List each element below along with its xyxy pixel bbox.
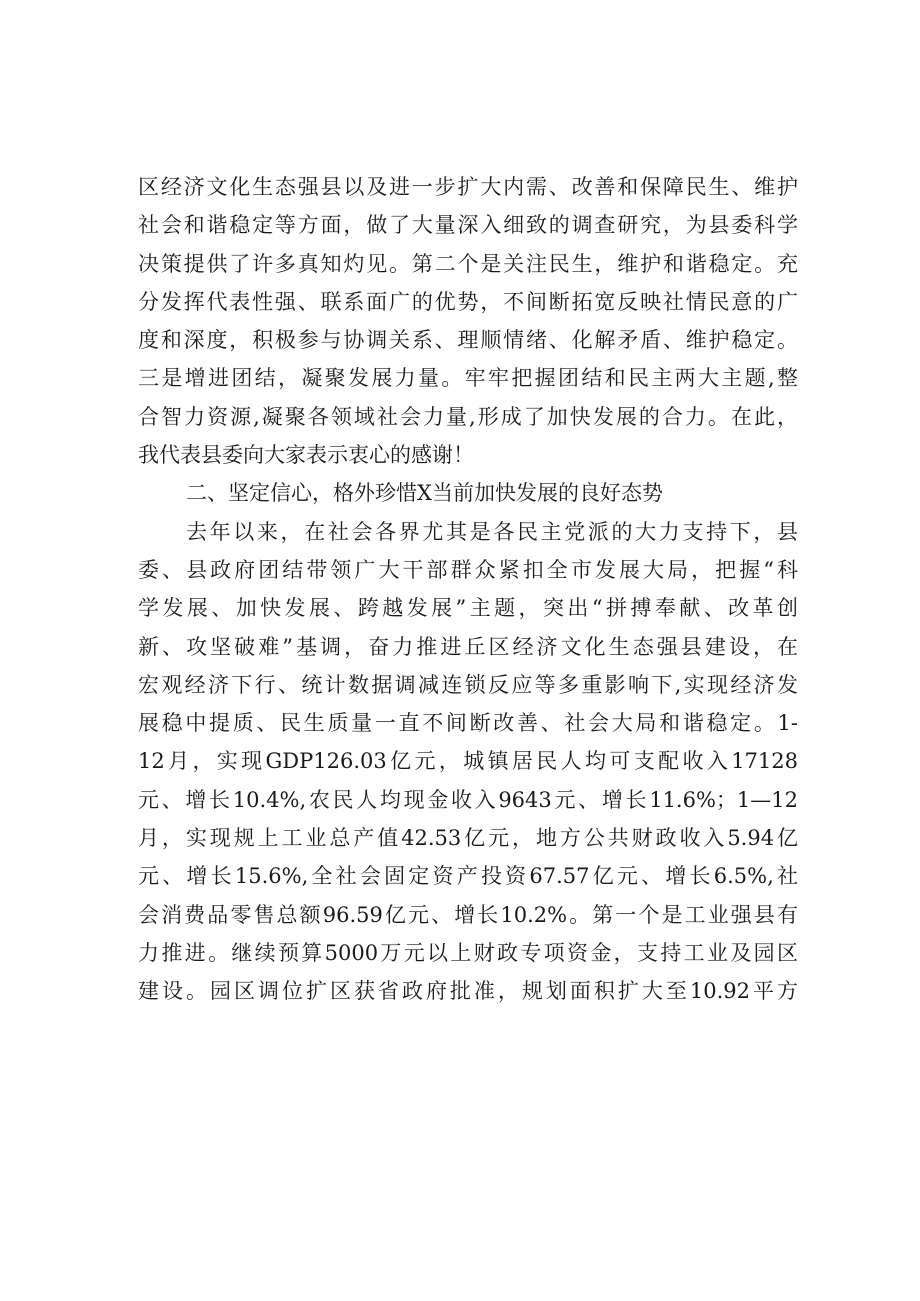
text-line: 新、攻坚破难”基调，奋力推进丘区经济文化生态强县建设，在 xyxy=(138,634,798,659)
text-line: 度和深度，积极参与协调关系、理顺情绪、化解矛盾、维护稳定。 xyxy=(138,328,798,353)
text-line: 委、县政府团结带领广大干部群众紧扣全市发展大局，把握“科 xyxy=(138,557,798,582)
text-line: 展稳中提质、民生质量一直不间断改善、社会大局和谐稳定。1- xyxy=(138,711,798,736)
document-body xyxy=(138,168,798,1011)
text-line: 元、增长15.6%,全社会固定资产投资67.57亿元、增长6.5%,社 xyxy=(138,864,798,889)
text-line: 合智力资源,凝聚各领域社会力量,形成了加快发展的合力。在此， xyxy=(138,404,798,429)
text-line: 月，实现规上工业总产值42.53亿元，地方公共财政收入5.94亿 xyxy=(138,826,798,851)
text-line: 元、增长10.4%,农民人均现金收入9643元、增长11.6%；1—12 xyxy=(138,787,798,812)
text-line: 学发展、加快发展、跨越发展”主题，突出“拼搏奉献、改革创 xyxy=(138,596,798,621)
text-line: 去年以来，在社会各界尤其是各民主党派的大力支持下，县 xyxy=(186,519,798,544)
text-line: 三是增进团结，凝聚发展力量。牢牢把握团结和民主两大主题,整 xyxy=(138,366,798,391)
text-line: 区经济文化生态强县以及进一步扩大内需、改善和保障民生、维护 xyxy=(138,175,798,199)
text-line: 力推进。继续预算5000万元以上财政专项资金，支持工业及园区 xyxy=(138,940,798,965)
text-line: 会消费品零售总额96.59亿元、增长10.2%。第一个是工业强县有 xyxy=(138,902,798,927)
section-heading: 二、坚定信心，格外珍惜X当前加快发展的良好态势 xyxy=(186,481,663,506)
text-line: 社会和谐稳定等方面，做了大量深入细致的调查研究，为县委科学 xyxy=(138,213,798,238)
text-line: 建设。园区调位扩区获省政府批准，规划面积扩大至10.92平方 xyxy=(138,979,798,1004)
text-line: 12月，实现GDP126.03亿元，城镇居民人均可支配收入17128 xyxy=(138,749,798,774)
text-line: 我代表县委向大家表示衷心的感谢！ xyxy=(138,443,474,468)
text-line: 分发挥代表性强、联系面广的优势，不间断拓宽反映社情民意的广 xyxy=(138,289,798,314)
paragraph-2 xyxy=(138,513,798,1011)
text-line: 决策提供了许多真知灼见。第二个是关注民生，维护和谐稳定。充 xyxy=(138,251,798,276)
text-line: 宏观经济下行、统计数据调减连锁反应等多重影响下,实现经济发 xyxy=(138,672,798,697)
paragraph-1 xyxy=(138,168,798,474)
